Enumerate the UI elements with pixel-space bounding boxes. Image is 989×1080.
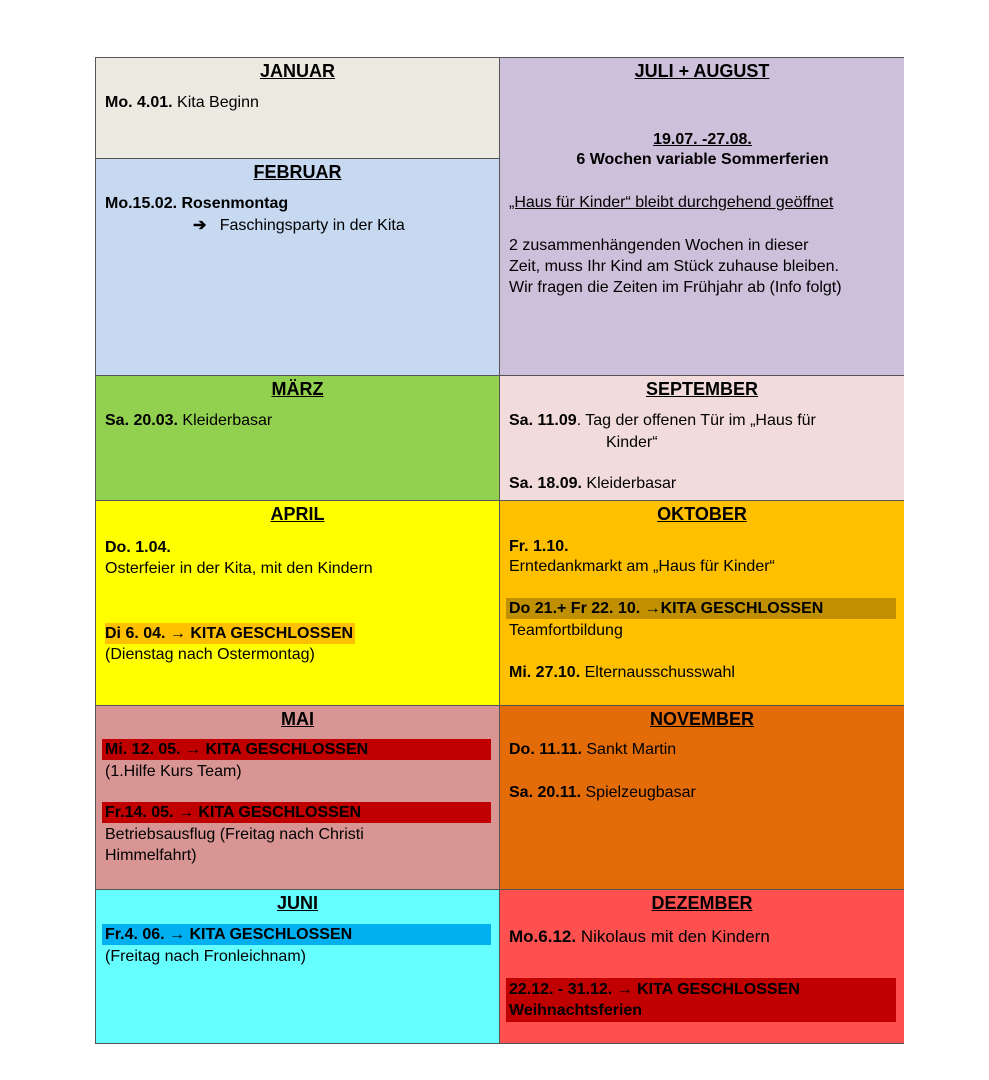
- cell-juni: [96, 890, 500, 1043]
- event-dates: 19.07. -27.08.: [653, 131, 752, 148]
- month-title: NOVEMBER: [649, 709, 754, 729]
- event-text: Betriebsausflug (Freitag nach Christi: [105, 826, 364, 843]
- cell-oktober: [500, 501, 904, 706]
- event-line: [509, 662, 896, 683]
- month-title: MAI: [281, 709, 314, 729]
- cell-mai: [96, 706, 500, 890]
- month-title: JULI + AUGUST: [634, 61, 770, 81]
- event-text: Erntedankmarkt am „Haus für Kinder“: [509, 558, 775, 575]
- event-text: 2 zusammenhängenden Wochen in dieser: [509, 237, 809, 254]
- event-date: Mi. 27.10.: [509, 664, 581, 681]
- event-text: Faschingsparty in der Kita: [219, 217, 405, 234]
- event-text: Kleiderbasar: [581, 475, 677, 492]
- event-date: Sa. 20.11.: [509, 784, 582, 801]
- cell-november: [500, 706, 904, 890]
- month-title: APRIL: [270, 504, 325, 524]
- closed-highlight: 22.12. - 31.12. → KITA GESCHLOSSEN: [509, 981, 800, 998]
- event-text: Teamfortbildung: [509, 622, 623, 639]
- event-line: [509, 473, 896, 494]
- event-text: Kinder“: [606, 434, 658, 451]
- event-text: Kleiderbasar: [177, 412, 273, 429]
- event-date: Sa. 20.03.: [105, 412, 178, 429]
- closed-highlight: Do 21.+ Fr 22. 10. →KITA GESCHLOSSEN: [506, 598, 896, 619]
- event-text: „Haus für Kinder“ bleibt durchgehend geöffnet: [509, 194, 834, 211]
- event-subtitle: 6 Wochen variable Sommerferien: [576, 151, 829, 168]
- month-title: FEBRUAR: [253, 162, 342, 182]
- event-text: (1.Hilfe Kurs Team): [105, 763, 242, 780]
- event-line: [193, 215, 491, 236]
- event-date: Fr. 1.10.: [509, 538, 569, 555]
- event-text: Kita Beginn: [172, 94, 259, 111]
- month-title: SEPTEMBER: [645, 379, 759, 399]
- month-title: DEZEMBER: [651, 893, 753, 913]
- event-text: Spielzeugbasar: [581, 784, 696, 801]
- event-text: Sankt Martin: [581, 741, 677, 758]
- cell-april: [96, 501, 500, 706]
- event-line: [105, 92, 491, 113]
- event-date: Do. 1.04.: [105, 539, 171, 556]
- event-text: (Freitag nach Fronleichnam): [105, 948, 306, 965]
- event-text: Elternausschusswahl: [580, 664, 735, 681]
- closed-highlight-label: Weihnachtsferien: [509, 1002, 643, 1019]
- event-date: Sa. 11.09: [509, 412, 577, 429]
- month-title: MÄRZ: [271, 379, 324, 399]
- event-text: Wir fragen die Zeiten im Frühjahr ab (Info folgt): [509, 279, 842, 296]
- cell-september: [500, 376, 904, 501]
- month-title: OKTOBER: [657, 504, 747, 524]
- closed-highlight: Di 6. 04. → KITA GESCHLOSSEN: [105, 625, 354, 642]
- event-line: [509, 739, 896, 760]
- calendar-table: [95, 57, 904, 1044]
- event-line: [105, 410, 491, 431]
- event-date: Mo.15.02. Rosenmontag: [105, 195, 289, 212]
- event-line: [509, 926, 896, 947]
- event-line: [509, 782, 896, 803]
- event-date: Do. 11.11.: [509, 741, 582, 758]
- event-date: Mo. 4.01.: [105, 94, 173, 111]
- cell-februar: [96, 159, 500, 376]
- event-text: (Dienstag nach Ostermontag): [105, 646, 315, 663]
- event-text: Osterfeier in der Kita, mit den Kindern: [105, 560, 373, 577]
- closed-highlight: Fr.4. 06. → KITA GESCHLOSSEN: [102, 924, 491, 945]
- event-text: Himmelfahrt): [105, 847, 197, 864]
- event-date: Mo.6.12.: [509, 927, 577, 946]
- event-date: Sa. 18.09.: [509, 475, 582, 492]
- event-text: Zeit, muss Ihr Kind am Stück zuhause bleiben.: [509, 258, 839, 275]
- event-text: Nikolaus mit den Kindern: [576, 927, 770, 946]
- month-title: JANUAR: [259, 61, 335, 81]
- closed-highlight: Fr.14. 05. → KITA GESCHLOSSEN: [102, 802, 491, 823]
- cell-maerz: [96, 376, 500, 501]
- month-title: JUNI: [276, 893, 318, 913]
- cell-juli-august: [500, 58, 904, 376]
- arrow-right-icon: ➔: [193, 217, 207, 234]
- cell-januar: [96, 58, 500, 159]
- event-line: [509, 410, 896, 431]
- closed-highlight: Mi. 12. 05. → KITA GESCHLOSSEN: [102, 739, 491, 760]
- cell-dezember: [500, 890, 904, 1043]
- event-text: . Tag der offenen Tür im „Haus für: [576, 412, 816, 429]
